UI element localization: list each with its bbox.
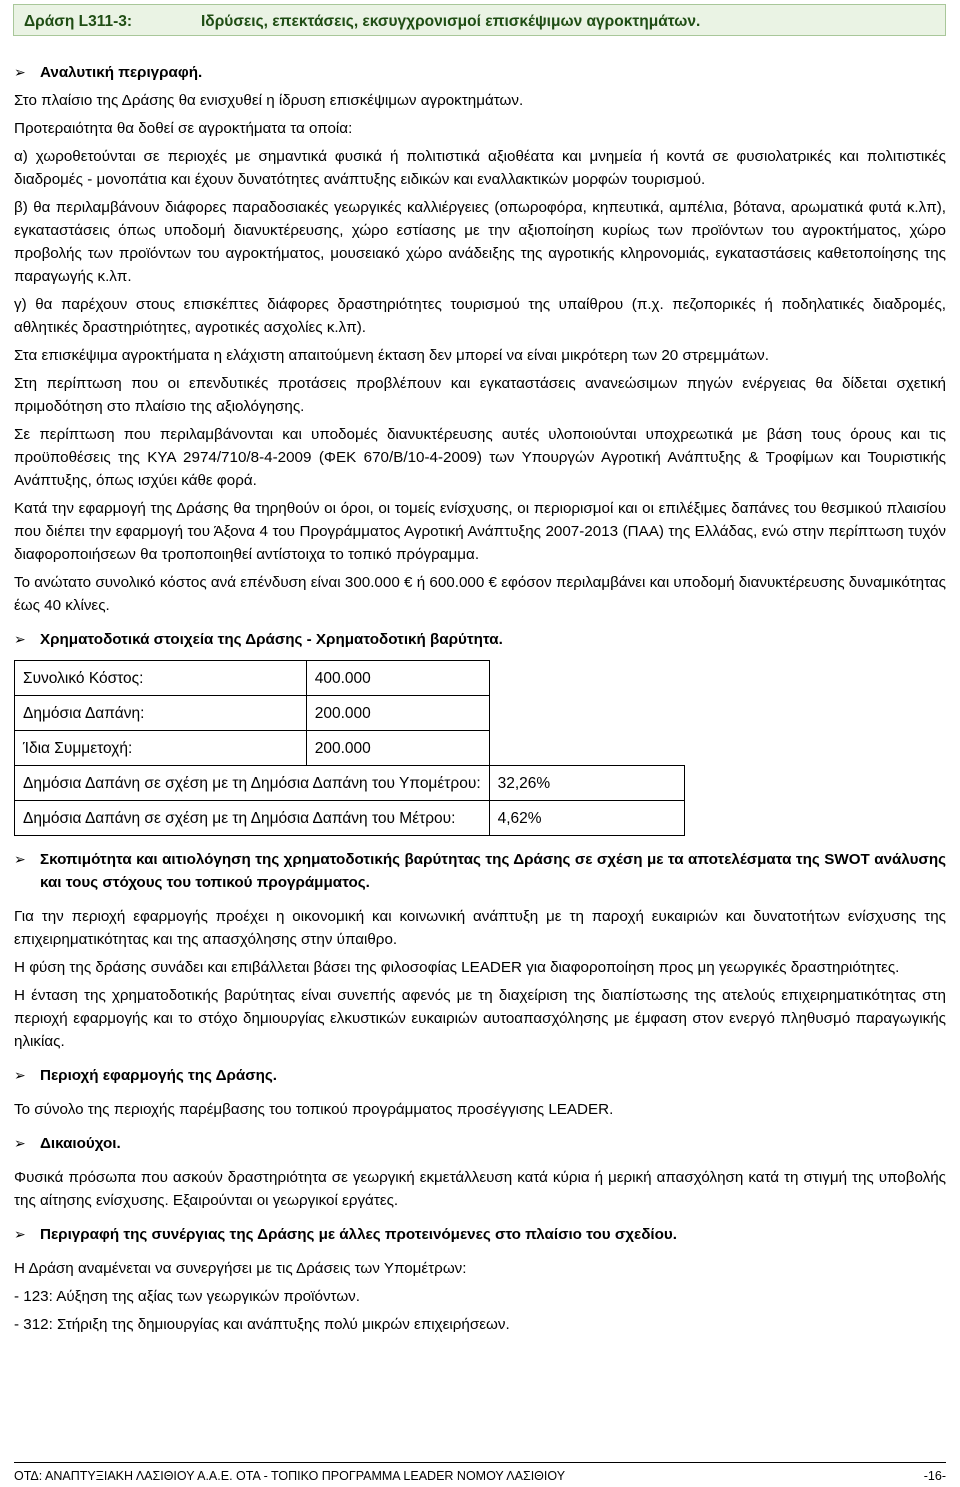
action-header [13,4,946,36]
section-heading [14,848,946,894]
finance-table [14,660,685,836]
paragraph: Φυσικά πρόσωπα που ασκούν δραστηριότητα σε γεωργική εκμετάλλευση κατά κύρια ή μερική απασχόληση κατά τη στιγμή της υποβολής της αίτησης ενίσχυσης. Εξαιρούνται οι γεωργικοί εργάτες. [14,1169,946,1209]
section-heading [14,628,946,651]
footer-text: ΟΤΔ: ΑΝΑΠΤΥΞΙΑΚΗ ΛΑΣΙΘΙΟΥ Α.Α.Ε. ΟΤΑ - ΤΟΠΙΚΟ ΠΡΟΓΡΑΜΜΑ LEADER ΝΟΜΟΥ ΛΑΣΙΘΙΟΥ [14,1469,566,1483]
paragraph: Στη περίπτωση που οι επενδυτικές προτάσεις προβλέπουν και εγκαταστάσεις ανανεώσιμων πηγών ενέργειας θα δίδεται σχετική πριμοδότηση στο πλαίσιο της αξιολόγησης. [14,375,946,415]
arrow-bullet-icon: ➢ [14,1135,26,1151]
page-number: -16- [923,1469,946,1483]
paragraph: γ) θα παρέχουν στους επισκέπτες διάφορες δραστηριότητες τουρισμού της υπαίθρου (π.χ. πεζοπορικές ή ποδηλατικές διαδρομές, αθλητικές δραστηριότητες, αγροτικές ασχολίες κ.λπ). [14,296,946,336]
table-cell-label: Δημόσια Δαπάνη: [15,696,307,731]
section-heading [14,1132,946,1155]
paragraph: Κατά την εφαρμογή της Δράσης θα τηρηθούν οι όροι, οι τομείς ενίσχυσης, οι περιορισμοί και οι επιλέξιμες δαπάνες του θεσμικού πλαισίου που διέπει την εφαρμογή του Άξονα 4 του Προγράμματος Αγροτική Ανάπτυξης 2007-2013 (ΠΑΑ) της Ελλάδας, ενώ στην περίπτωση τυχόν διαφοροποιήσεων θα τροποποιηθεί αντίστοιχα το τοπικό πρόγραμμα. [14,500,946,563]
arrow-bullet-icon: ➢ [14,64,26,80]
paragraph: α) χωροθετούνται σε περιοχές με σημαντικά φυσικά ή πολιτιστικά αξιοθέατα και μνημεία ή κοντά σε φυσιολατρικές και πολιτιστικές διαδρομές - μονοπάτια και έχουν δυνατότητες ανάπτυξης ειδικών και εναλλακτικών μορφών τουρισμού. [14,148,946,188]
section-heading-text: Χρηματοδοτικά στοιχεία της Δράσης - Χρηματοδοτική βαρύτητα. [40,631,503,648]
paragraph: Η ένταση της χρηματοδοτικής βαρύτητας είναι συνεπής αφενός με τη διαχείριση της διαπίστωσης της ατελούς επιχειρηματικότητας στη περιοχή εφαρμογής και το στόχο δημιουργίας ελκυστικών ευκαιριών αυτοαπασχόλησης με έμφαση στον ενεργό πληθυσμό παραγωγικής ηλικίας. [14,987,946,1050]
action-code: Δράση L311-3: [24,13,133,30]
paragraph: Η φύση της δράσης συνάδει και επιβάλλεται βάσει της φιλοσοφίας LEADER για διαφοροποίηση προς μη γεωργικές δραστηριότητες. [14,959,900,976]
table-cell-value: 400.000 [306,661,489,696]
table-cell-value: 32,26% [489,766,684,801]
action-title: Ιδρύσεις, επεκτάσεις, εκσυγχρονισμοί επισκέψιμων αγροκτημάτων. [201,13,701,30]
section-heading-text: Αναλυτική περιγραφή. [40,64,203,81]
document-body [14,61,946,1341]
table-cell-value: 4,62% [489,801,684,836]
table-cell-label: Δημόσια Δαπάνη σε σχέση με τη Δημόσια Δαπάνη του Υπομέτρου: [15,766,490,801]
arrow-bullet-icon: ➢ [14,851,26,867]
paragraph: Προτεραιότητα θα δοθεί σε αγροκτήματα τα οποία: [14,120,353,137]
table-cell-label: Συνολικό Κόστος: [15,661,307,696]
table-row [15,766,685,801]
footer-divider [14,1462,946,1463]
arrow-bullet-icon: ➢ [14,631,26,647]
table-row [15,731,685,766]
paragraph: Στο πλαίσιο της Δράσης θα ενισχυθεί η ίδρυση επισκέψιμων αγροκτημάτων. [14,92,524,109]
paragraph: Το ανώτατο συνολικό κόστος ανά επένδυση είναι 300.000 € ή 600.000 € εφόσον περιλαμβάνει και υποδομή διανυκτέρευσης δυναμικότητας έως 40 κλίνες. [14,574,946,614]
table-row [15,661,685,696]
section-heading-text: Περιοχή εφαρμογής της Δράσης. [40,1067,278,1084]
section-heading-text: Δικαιούχοι. [40,1135,121,1152]
section-heading [14,1064,946,1087]
table-cell-label: Δημόσια Δαπάνη σε σχέση με τη Δημόσια Δαπάνη του Μέτρου: [15,801,490,836]
arrow-bullet-icon: ➢ [14,1067,26,1083]
section-heading [14,61,946,84]
table-cell-value: 200.000 [306,696,489,731]
paragraph: Η Δράση αναμένεται να συνεργήσει με τις Δράσεις των Υπομέτρων: [14,1260,467,1277]
table-cell-value: 200.000 [306,731,489,766]
paragraph: β) θα περιλαμβάνουν διάφορες παραδοσιακές γεωργικές καλλιέργειες (οπωροφόρα, κηπευτικά, αμπέλια, βότανα, αρωματικά φυτά κ.λπ), εγκαταστάσεις όπως υποδομή διανυκτέρευσης, χώρο εστίασης με την αξιοποίηση κυρίως των προϊόντων του αγροκτήματος, χώρο προβολής των προϊόντων του αγροκτήματος, μουσειακό χώρο ανάδειξης της αγροτικής κληρονομιάς, εγκαταστάσεις καθετοποίησης της παραγωγής κ.λπ. [14,199,946,285]
section-heading-text: Περιγραφή της συνέργιας της Δράσης με άλλες προτεινόμενες στο πλαίσιο του σχεδίου. [40,1226,677,1243]
list-item: - 312: Στήριξη της δημιουργίας και ανάπτυξης πολύ μικρών επιχειρήσεων. [14,1316,510,1333]
section-heading-text: Σκοπιμότητα και αιτιολόγηση της χρηματοδοτικής βαρύτητας της Δράσης σε σχέση με τα αποτελέσματα της SWOT ανάλυσης και τους στόχους του τοπικού προγράμματος. [40,851,946,891]
arrow-bullet-icon: ➢ [14,1226,26,1242]
paragraph: Στα επισκέψιμα αγροκτήματα η ελάχιστη απαιτούμενη έκταση δεν μπορεί να είναι μικρότερη των 20 στρεμμάτων. [14,347,769,364]
table-row [15,801,685,836]
paragraph: Για την περιοχή εφαρμογής προέχει η οικονομική και κοινωνική ανάπτυξη με τη παροχή ευκαιριών και δυνατοτήτων ενίσχυσης της επιχειρηματικότητας και της απασχόλησης στην ύπαιθρο. [14,908,946,948]
table-row [15,696,685,731]
section-heading [14,1223,946,1246]
table-cell-label: Ίδια Συμμετοχή: [15,731,307,766]
paragraph: Σε περίπτωση που περιλαμβάνονται και υποδομές διανυκτέρευσης αυτές υλοποιούνται υποχρεωτικά με βάση τους όρους και τις προϋποθέσεις της ΚΥΑ 2974/710/8-4-2009 (ΦΕΚ 670/Β/10-4-2009) των Υπουργών Αγροτική Ανάπτυξης & Τροφίμων και Τουριστικής Ανάπτυξης, όπως ισχύει κάθε φορά. [14,426,946,489]
action-header-text [24,10,700,33]
list-item: - 123: Αύξηση της αξίας των γεωργικών προϊόντων. [14,1288,360,1305]
paragraph: Το σύνολο της περιοχής παρέμβασης του τοπικού προγράμματος προσέγγισης LEADER. [14,1101,614,1118]
